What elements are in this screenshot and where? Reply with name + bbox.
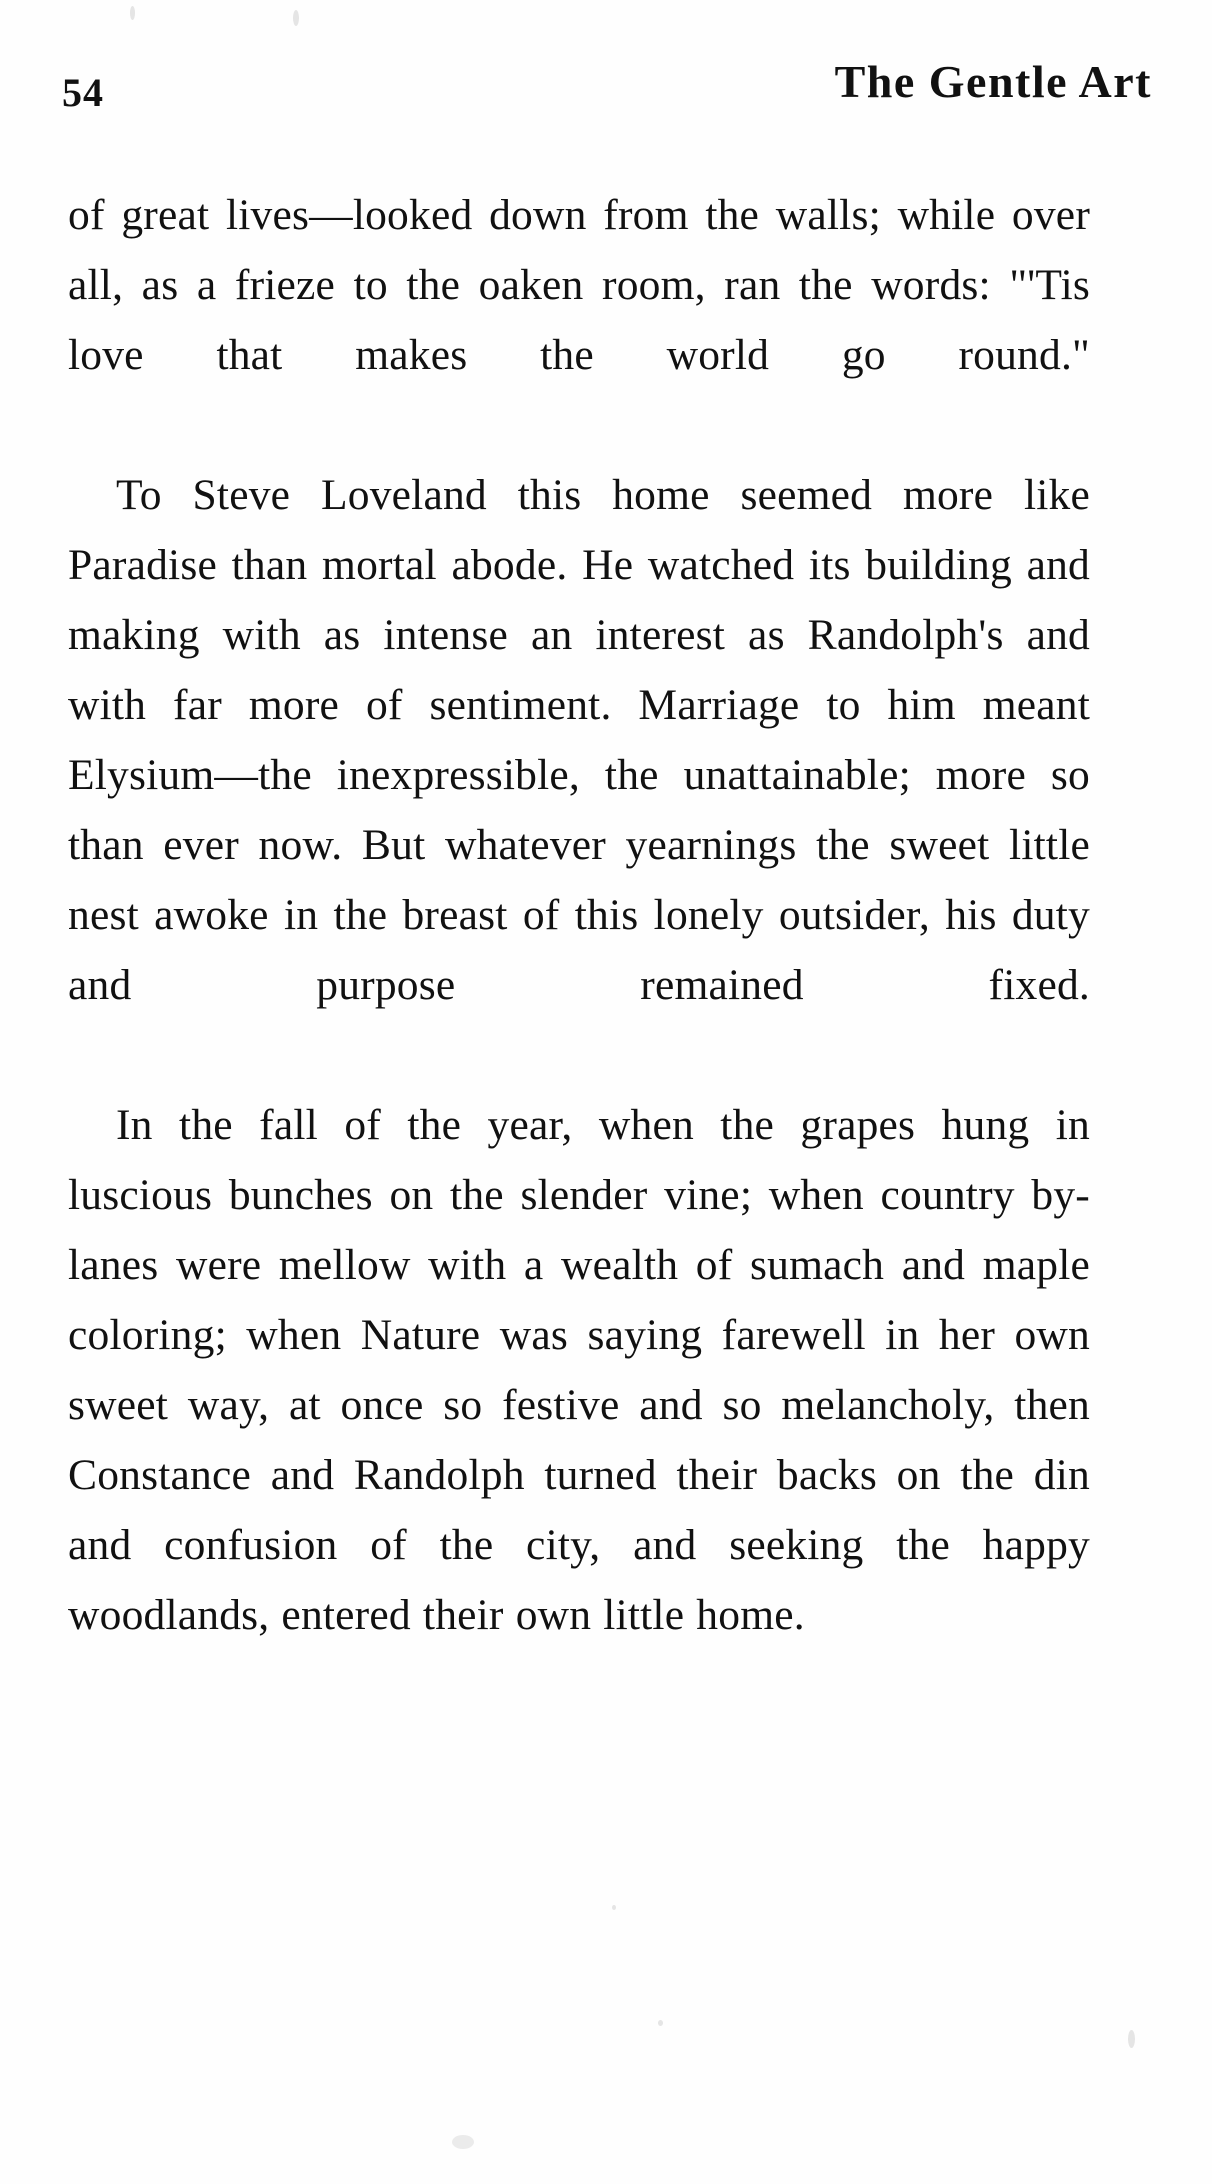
scan-speck: [452, 2135, 474, 2149]
paragraph: In the fall of the year, when the grapes hung in luscious bunches on the slender vine; when country by-lanes were mellow with a wealth of sumach and maple coloring; when Nature was saying farewell in her own sweet way, at once so festive and so melancholy, then Constance and Randolph turned their backs on the din and confusion of the city, and seeking the happy woodlands, entered their own little home.: [68, 1101, 1090, 1639]
paragraph: of great lives—looked down from the walls; while over all, as a frieze to the oaken room, ran the words: "'Tis love that makes the world go round.": [68, 191, 1090, 379]
scan-speck: [612, 1905, 616, 1910]
scan-speck: [658, 2020, 663, 2026]
scan-speck: [293, 10, 299, 26]
running-head-title: The Gentle Art: [834, 56, 1152, 107]
page-header: [62, 55, 1152, 125]
page-number: 54: [62, 70, 104, 115]
page-body: [68, 180, 1090, 1650]
scan-speck: [1128, 2030, 1135, 2048]
paragraph: To Steve Loveland this home seemed more like Paradise than mortal abode. He watched its building and making with as intense an interest as Randolph's and with far more of sentiment. Marriage to him meant Elysium—the inexpressible, the unattainable; more so than ever now. But whatever yearnings the sweet little nest awoke in the breast of this lonely outsider, his duty and purpose remained fixed.: [68, 471, 1090, 1009]
scan-speck: [130, 6, 135, 20]
